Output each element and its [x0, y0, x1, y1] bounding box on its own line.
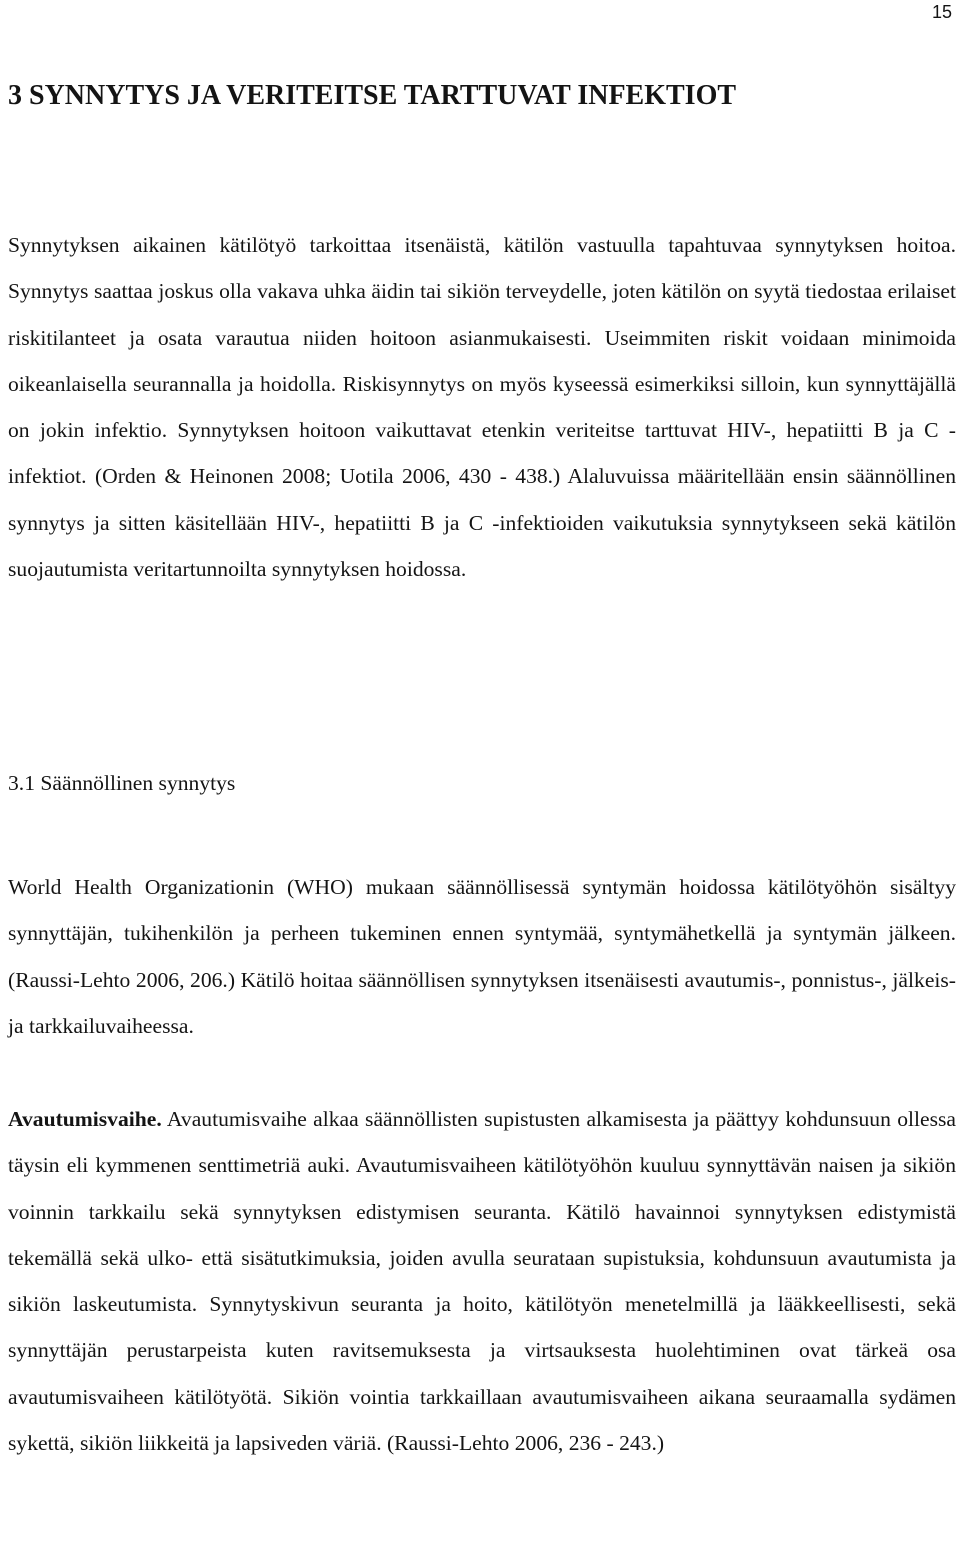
section-title: 3.1 Säännöllinen synnytys — [8, 771, 236, 795]
chapter-title: 3 SYNNYTYS JA VERITEITSE TARTTUVAT INFEKTIOT — [8, 80, 737, 111]
section-paragraph-1: World Health Organizationin (WHO) mukaan säännöllisessä syntymän hoidossa kätilötyöhön sisältyy synnyttäjän, tukihenkilön ja perheen tukeminen ennen syntymää, syntymähetkellä ja syntymän jälkeen. (Raussi-Lehto 2006, 206.) Kätilö hoitaa säännöllisen synnytyksen itsenäisesti avautumis-, ponnistus-, jälkeis- ja tarkkailuvaiheessa. — [8, 875, 956, 1038]
run-in-heading: Avautumisvaihe. — [8, 1107, 162, 1131]
intro-paragraph: Synnytyksen aikainen kätilötyö tarkoittaa itsenäistä, kätilön vastuulla tapahtuvaa synnytyksen hoitoa. Synnytys saattaa joskus olla vakava uhka äidin tai sikiön terveydelle, joten kätilön on syytä tiedostaa erilaiset riskitilanteet ja osata varautua niiden hoitoon asianmukaisesti. Useimmiten riskit voidaan minimoida oikeanlaisella seurannalla ja hoidolla. Riskisynnytys on myös kyseessä esimerkiksi silloin, kun synnyttäjällä on jokin infektio. Synnytyksen hoitoon vaikuttavat etenkin veriteitse tarttuvat HIV-, hepatiitti B ja C -infektiot. (Orden & Heinonen 2008; Uotila 2006, 430 - 438.) Alaluvuissa määritellään ensin säännöllinen synnytys ja sitten käsitellään HIV-, hepatiitti B ja C -infektioiden vaikutuksia synnytykseen sekä kätilön suojautumista veritartunnoilta synnytyksen hoidossa. — [8, 233, 956, 582]
section-paragraph-2 — [8, 1096, 956, 1466]
page-number: 15 — [931, 2, 952, 22]
paragraph-2-body: Avautumisvaihe alkaa säännöllisten supistusten alkamisesta ja päättyy kohdunsuun ollessa täysin eli kymmenen senttimetriä auki. Avautumisvaiheen kätilötyöhön kuuluu synnyttävän naisen ja sikiön voinnin tarkkailu sekä synnytyksen edistymisen seuranta. Kätilö havainnoi synnytyksen edistymistä tekemällä sekä ulko- että sisätutkimuksia, joiden avulla seurataan supistuksia, kohdunsuun avautumista ja sikiön laskeutumista. Synnytyskivun seuranta ja hoito, kätilötyön menetelmillä ja lääkkeellisesti, sekä synnyttäjän perustarpeista kuten ravitsemuksesta ja virtsauksesta huolehtiminen ovat tärkeä osa avautumisvaiheen kätilötyötä. Sikiön vointia tarkkaillaan avautumisvaiheen aikana seuraamalla sydämen sykettä, sikiön liikkeitä ja lapsiveden väriä. (Raussi-Lehto 2006, 236 - 243.) — [8, 1107, 956, 1456]
